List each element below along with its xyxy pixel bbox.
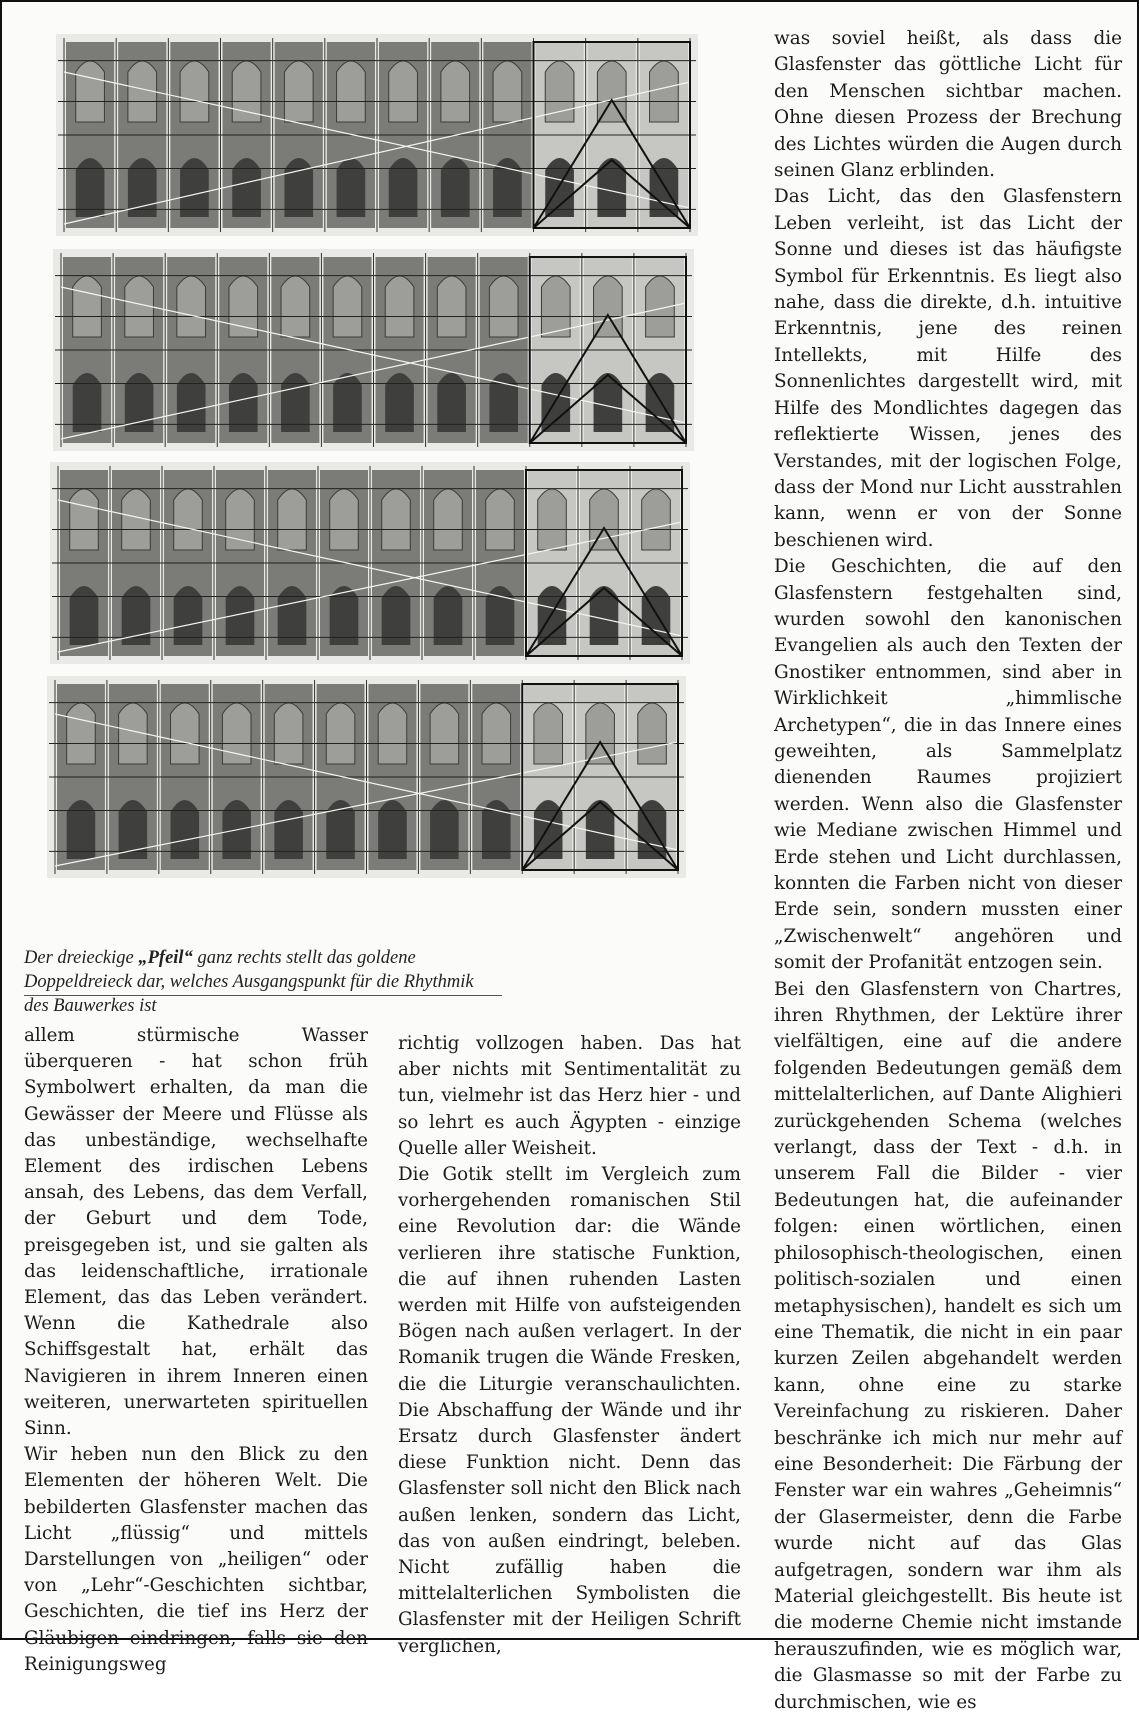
upper-window-arch (378, 703, 407, 764)
lower-arcade-arch (171, 800, 200, 859)
lower-arcade-arch (281, 373, 310, 432)
upper-window-arch (278, 489, 307, 550)
paragraph: Das Licht, das den Glasfenstern Leben verleiht, ist das Licht der Sonne und dieses ist das häufigste Symbol für Erkenntnis. Es liegt also nahe, dass die direkte, d.h. intuitive Erkenntnis, jene des reinen Intellekts, mit Hilfe des Sonnenlichtes dargestellt wird, mit Hilfe des Mondlichtes dagegen das reflektierte Wissen, jenes des Verstandes, mit der logischen Folge, dass der Mond nur Licht ausstrahlen kann, wenn er von der Sonne beschienen wird. (774, 186, 1122, 551)
lower-arcade-arch (337, 158, 366, 217)
elevation-panel (47, 676, 686, 878)
lower-arcade-arch (70, 586, 99, 645)
upper-window-arch (594, 276, 623, 337)
elevation-panel (56, 34, 698, 236)
upper-window-arch (226, 489, 255, 550)
upper-window-arch (597, 61, 626, 122)
lower-arcade-arch (650, 158, 679, 217)
lower-arcade-arch (174, 586, 203, 645)
lower-arcade-arch (534, 800, 563, 859)
upper-window-arch (389, 61, 418, 122)
lower-arcade-arch (437, 373, 466, 432)
lower-arcade-arch (434, 586, 463, 645)
lower-arcade-arch (597, 158, 626, 217)
upper-window-arch (222, 703, 251, 764)
upper-window-arch (67, 703, 96, 764)
lower-arcade-arch (125, 373, 154, 432)
paragraph: allem stürmische Wasser überqueren - hat schon früh Symbolwert erhalten, da man die Gewässer der Meere und Flüsse als das unbeständige, wechselhafte Element des irdischen Lebens ansah, des Lebens, das dem Verfall, der Geburt und dem Tode, preisgegeben ist, und sie galten als das leidenschaftliche, irrationale Element, das das Leben verändert. Wenn die Kathedrale also Schiffsgestalt hat, erhält das Navigieren in ihrem Inneren einen weiteren, unerwarteten spirituellen Sinn. (24, 1025, 368, 1440)
upper-window-arch (486, 489, 515, 550)
upper-window-arch (232, 61, 261, 122)
upper-window-arch (229, 276, 258, 337)
lower-arcade-arch (430, 800, 459, 859)
lower-arcade-arch (646, 373, 675, 432)
lower-arcade-arch (226, 586, 255, 645)
lower-arcade-arch (229, 373, 258, 432)
upper-window-arch (586, 703, 615, 764)
lower-arcade-arch (274, 800, 303, 859)
text-column-left (24, 1023, 368, 1678)
lower-arcade-arch (180, 158, 209, 217)
lower-arcade-arch (378, 800, 407, 859)
upper-window-arch (177, 276, 206, 337)
lower-arcade-arch (594, 373, 623, 432)
caption-text-end: ganz rechts stellt das goldene Doppeldreieck dar, welches Ausgangspunkt für die Rhythmik des Bauwerkes ist (24, 948, 474, 1016)
lower-arcade-arch (642, 586, 671, 645)
upper-window-arch (638, 703, 667, 764)
elevation-panel (53, 249, 694, 451)
lower-arcade-arch (382, 586, 411, 645)
lower-arcade-arch (441, 158, 470, 217)
caption-divider (24, 995, 502, 996)
lower-arcade-arch (177, 373, 206, 432)
upper-window-arch (174, 489, 203, 550)
upper-window-arch (337, 61, 366, 122)
upper-window-arch (281, 276, 310, 337)
upper-window-arch (541, 276, 570, 337)
lower-arcade-arch (73, 373, 102, 432)
upper-window-arch (382, 489, 411, 550)
caption-text-start: Der dreieckige (24, 948, 139, 968)
upper-window-arch (180, 61, 209, 122)
paragraph: Die Geschichten, die auf den Glasfenstern festgehalten sind, wurden sowohl den kanonischen Evangelien als auch den Texten der Gnostiker entnommen, sind aber in Wirklichkeit „himmlische Archetypen“, die in das Innere eines geweihten, als Sammelplatz dienenden Raumes projiziert werden. Wenn also die Glasfenster wie Mediane zwischen Himmel und Erde stehen und Licht durchlassen, konnten die Farben nicht von dieser Erde sein, sondern mussten einer „Zwischenwelt“ angehören und somit der Profanität entzogen sein. (774, 556, 1122, 974)
upper-window-arch (482, 703, 511, 764)
upper-window-arch (171, 703, 200, 764)
lower-arcade-arch (67, 800, 96, 859)
lower-arcade-arch (278, 586, 307, 645)
paragraph: Wir heben nun den Blick zu den Elementen der höheren Welt. Die bebilderten Glasfenster machen das Licht „flüssig“ und mittels Darstellungen von „heiligen“ oder von „Lehr“-Geschichten sichtbar, Geschichten, die tief ins Herz der Gläubigen eindringen, falls sie den Reinigungsweg (24, 1444, 368, 1675)
upper-window-arch (437, 276, 466, 337)
upper-window-arch (70, 489, 99, 550)
upper-window-arch (73, 276, 102, 337)
lower-arcade-arch (489, 373, 518, 432)
paragraph: was soviel heißt, als dass die Glasfenster das göttliche Licht für den Menschen sichtbar machen. Ohne diesen Prozess der Brechung des Lichtes würden die Augen durch seinen Glanz erblinden. (774, 28, 1122, 182)
caption-term: „Pfeil“ (138, 948, 193, 968)
upper-window-arch (441, 61, 470, 122)
paragraph: Bei den Glasfenstern von Chartres, ihren Rhythmen, der Lektüre ihrer vielfältigen, eine auf die andere folgenden Bedeutungen gemäß dem mittelalterlichen, auf Dante Alighieri zurückgehenden Schema (welches verlangt, dass der Text - d.h. in unserem Fall die Bilder - vier Bedeutungen hat, die aufeinander folgen: einen wörtlichen, einen philosophisch-theologischen, einen politisch-sozialen und einen metaphysischen), handelt es sich um eine Thematik, die nicht in ein paar kurzen Zeilen abgehandelt werden kann, ohne eine zu starke Vereinfachung zu riskieren. Daher beschränke ich mich nur mehr auf eine Besonderheit: Die Färbung der Fenster war ein wahres „Geheimnis“ der Glasermeister, denn die Farbe wurde nicht auf das Glas aufgetragen, sondern war ihm als Material gleichgestellt. Bis heute ist die moderne Chemie nicht imstande herauszufinden, wie es möglich war, die Glasmasse so mit der Farbe zu durchmischen, wie es (774, 978, 1122, 1713)
text-column-middle (398, 1031, 741, 1660)
upper-window-arch (489, 276, 518, 337)
upper-window-arch (333, 276, 362, 337)
paragraph: Die Gotik stellt im Vergleich zum vorhergehenden romanischen Stil eine Revolution dar: die Wände verlieren ihre statische Funktion, die auf ihnen ruhenden Lasten werden mit Hilfe von aufsteigenden Bögen nach außen verlagert. In der Romanik trugen die Wände Fresken, die die Liturgie veranschaulichten. Die Abschaffung der Wände und ihr Ersatz durch Glasfenster ändert diese Funktion nicht. Denn das Glasfenster soll nicht den Blick nach außen lenken, sondern das Licht, das von außen eindringt, beleben. Nicht zufällig haben die mittelalterlichen Symbolisten die Glasfenster mit der Heiligen Schrift verglichen, (398, 1164, 741, 1657)
upper-window-arch (76, 61, 105, 122)
lower-arcade-arch (333, 373, 362, 432)
upper-window-arch (538, 489, 567, 550)
lower-arcade-arch (232, 158, 261, 217)
upper-window-arch (434, 489, 463, 550)
lower-arcade-arch (76, 158, 105, 217)
lower-arcade-arch (389, 158, 418, 217)
text-column-right (774, 26, 1122, 1716)
lower-arcade-arch (482, 800, 511, 859)
upper-window-arch (385, 276, 414, 337)
upper-window-arch (430, 703, 459, 764)
lower-arcade-arch (541, 373, 570, 432)
upper-window-arch (650, 61, 679, 122)
upper-window-arch (326, 703, 355, 764)
lower-arcade-arch (385, 373, 414, 432)
upper-window-arch (545, 61, 574, 122)
figure-caption (24, 946, 499, 1018)
upper-window-arch (274, 703, 303, 764)
upper-window-arch (330, 489, 359, 550)
lower-arcade-arch (545, 158, 574, 217)
upper-window-arch (493, 61, 522, 122)
lower-arcade-arch (493, 158, 522, 217)
elevation-panel (50, 462, 690, 664)
upper-window-arch (642, 489, 671, 550)
lower-arcade-arch (538, 586, 567, 645)
cathedral-elevation-figure (42, 32, 732, 922)
upper-window-arch (284, 61, 313, 122)
lower-arcade-arch (586, 800, 615, 859)
lower-arcade-arch (486, 586, 515, 645)
lower-arcade-arch (590, 586, 619, 645)
lower-arcade-arch (638, 800, 667, 859)
upper-window-arch (534, 703, 563, 764)
elevation-drawings (42, 32, 732, 922)
lower-arcade-arch (284, 158, 313, 217)
paragraph: richtig vollzogen haben. Das hat aber nichts mit Sentimentalität zu tun, vielmehr ist das Herz hier - und so lehrt es auch Ägypten - einzige Quelle aller Weisheit. (398, 1033, 741, 1159)
